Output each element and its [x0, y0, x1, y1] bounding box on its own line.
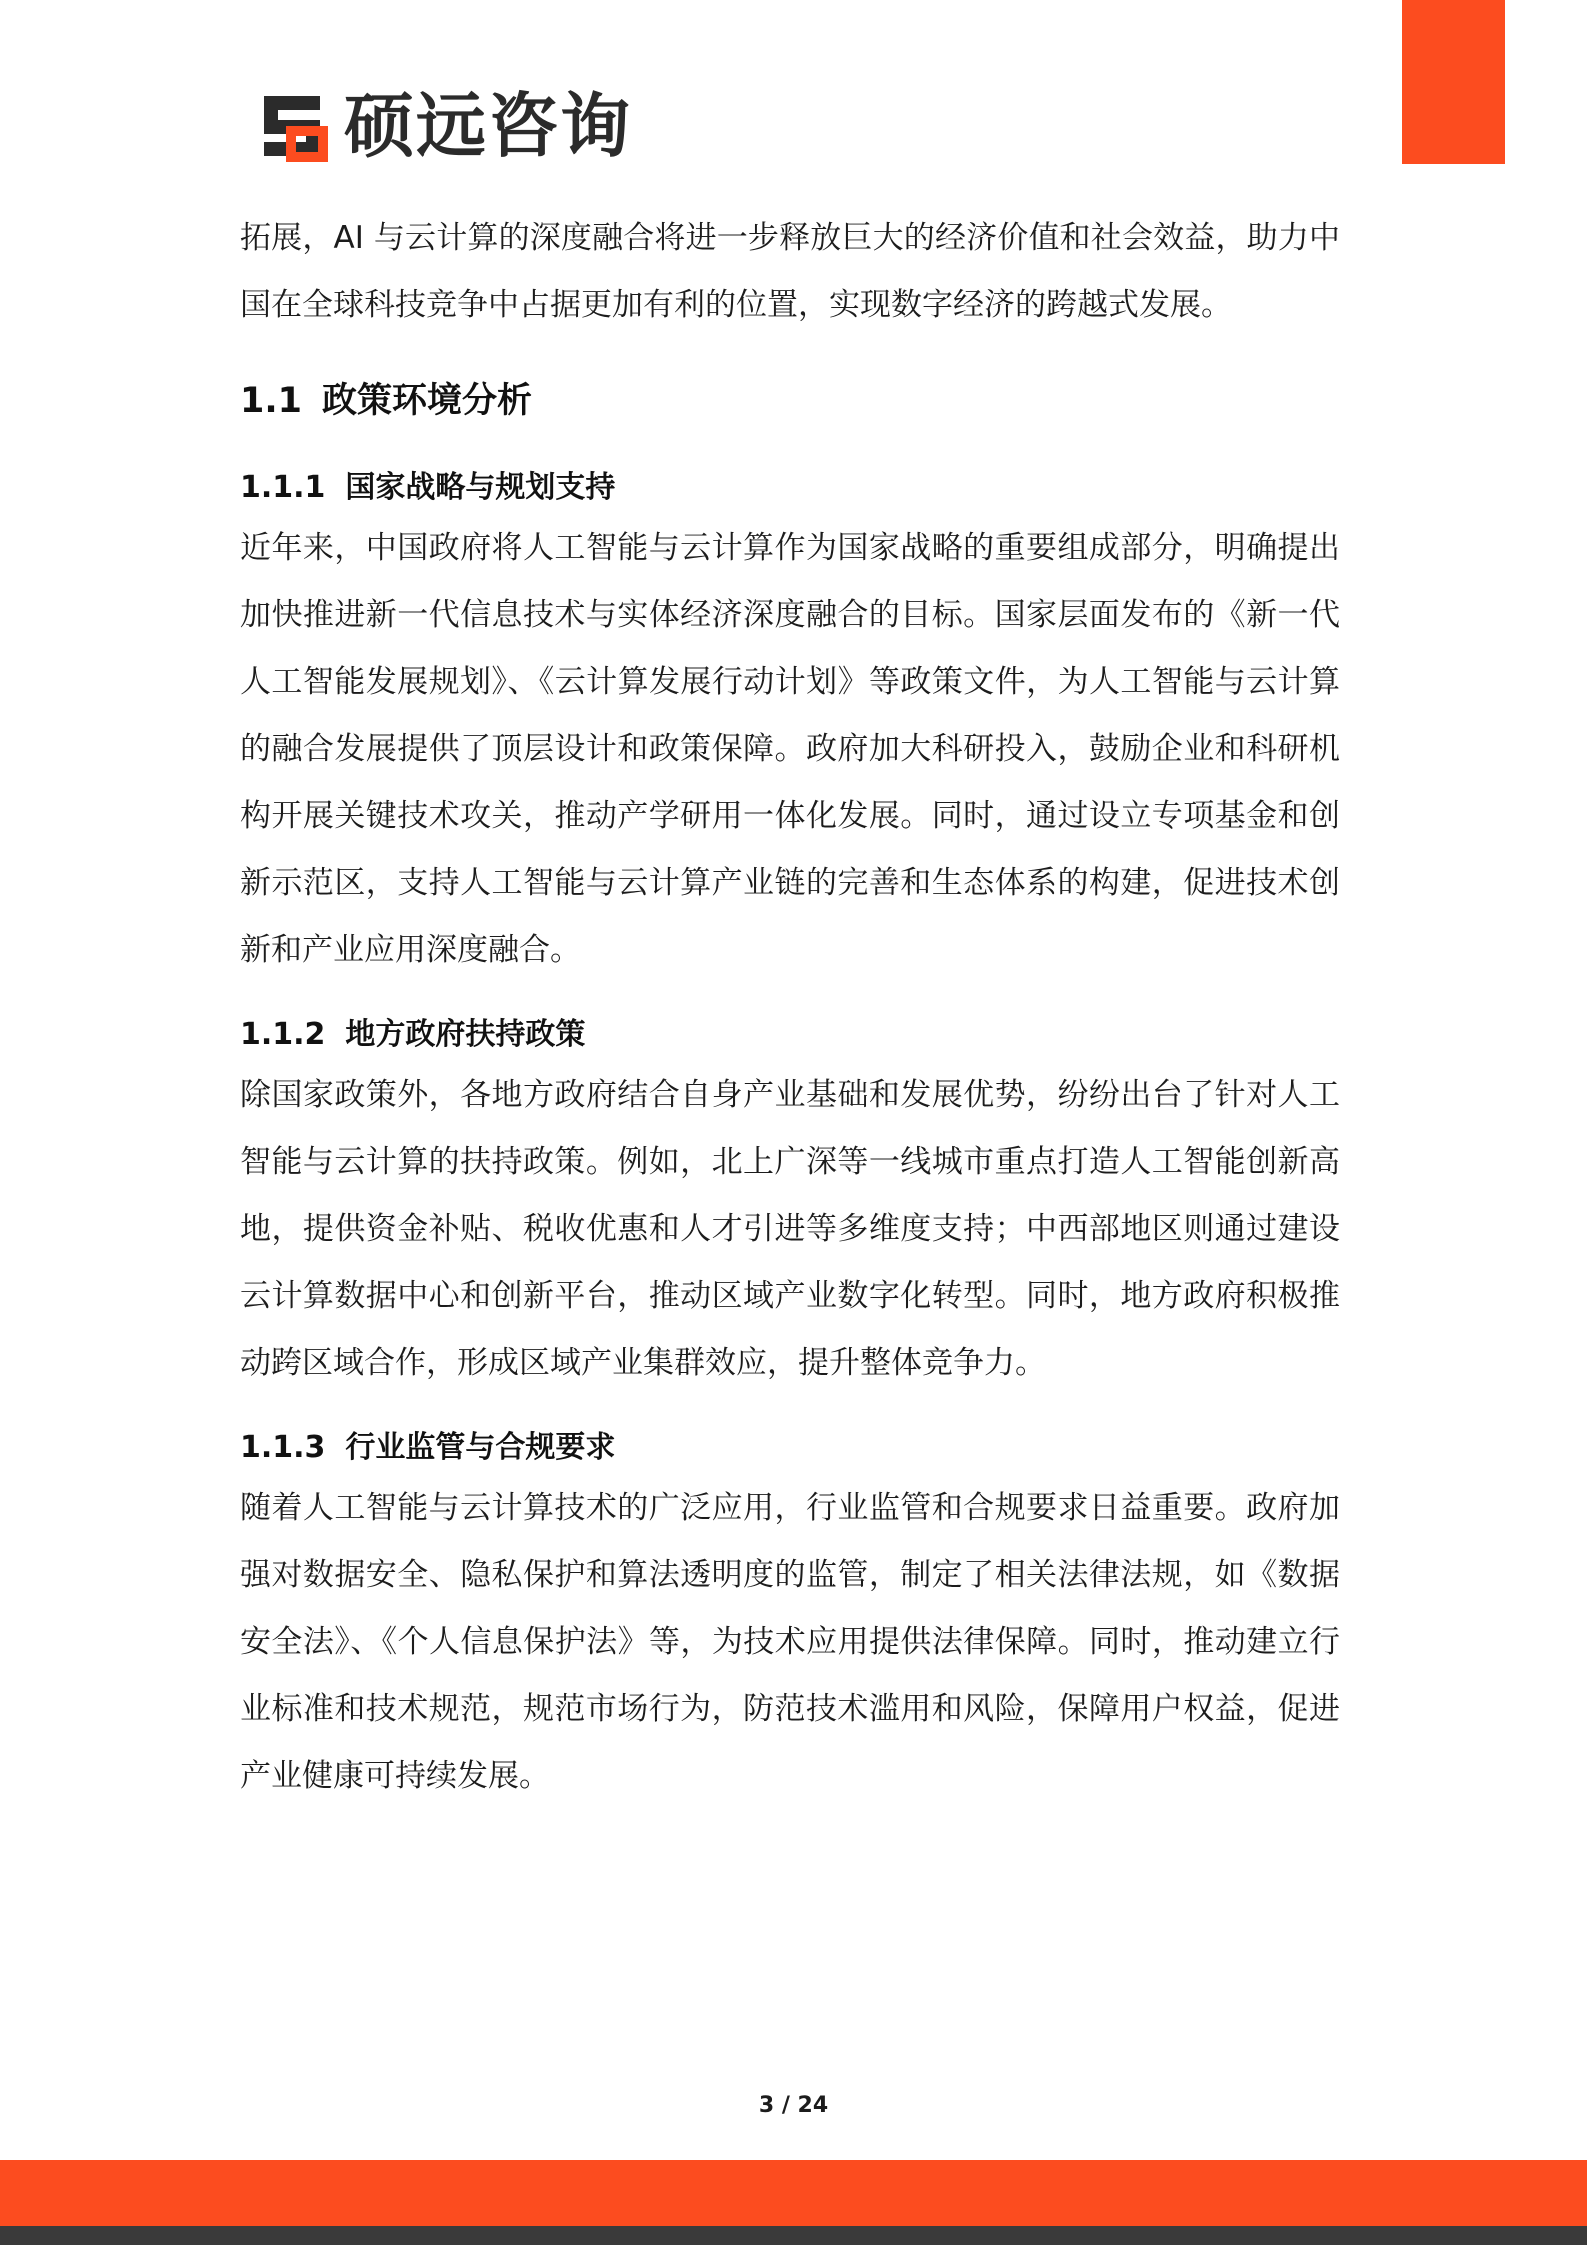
- subsection-title: 地方政府扶持政策: [345, 1017, 586, 1052]
- footer-accent-bar: [0, 2160, 1587, 2226]
- subsection-number: 1.1.2: [240, 1017, 326, 1052]
- subsection-number: 1.1.1: [240, 470, 326, 505]
- subsection-number: 1.1.3: [240, 1430, 326, 1465]
- subsection-paragraph: 除国家政策外，各地方政府结合自身产业基础和发展优势，纷纷出台了针对人工智能与云计算的扶持政策。例如，北上广深等一线城市重点打造人工智能创新高地，提供资金补贴、税收优惠和人才引进等多维度支持；中西部地区则通过建设云计算数据中心和创新平台，推动区域产业数字化转型。同时，地方政府积极推动跨区域合作，形成区域产业集群效应，提升整体竞争力。: [240, 1077, 1340, 1381]
- section-heading: [240, 377, 1340, 425]
- subsection-heading: [240, 1427, 1340, 1469]
- s-block-logo-icon: [258, 90, 330, 162]
- subsection-title: 行业监管与合规要求: [345, 1430, 616, 1465]
- section-title: 政策环境分析: [322, 381, 533, 421]
- page-number: 3 / 24: [758, 2093, 829, 2118]
- subsection-paragraph: 随着人工智能与云计算技术的广泛应用，行业监管和合规要求日益重要。政府加强对数据安全、隐私保护和算法透明度的监管，制定了相关法律法规，如《数据安全法》、《个人信息保护法》等，为技术应用提供法律保障。同时，推动建立行业标准和技术规范，规范市场行为，防范技术滥用和风险，保障用户权益，促进产业健康可持续发展。: [240, 1490, 1340, 1794]
- subsection-paragraph: 近年来，中国政府将人工智能与云计算作为国家战略的重要组成部分，明确提出加快推进新一代信息技术与实体经济深度融合的目标。国家层面发布的《新一代人工智能发展规划》、《云计算发展行动计划》等政策文件，为人工智能与云计算的融合发展提供了顶层设计和政策保障。政府加大科研投入，鼓励企业和科研机构开展关键技术攻关，推动产学研用一体化发展。同时，通过设立专项基金和创新示范区，支持人工智能与云计算产业链的完善和生态体系的构建，促进技术创新和产业应用深度融合。: [240, 530, 1340, 968]
- subsection-heading: [240, 467, 1340, 509]
- subsection-heading: [240, 1014, 1340, 1056]
- subsection-title: 国家战略与规划支持: [345, 470, 616, 505]
- brand-name: 硕远咨询: [344, 85, 632, 167]
- corner-accent-tab: [1402, 0, 1505, 164]
- document-body: [240, 205, 1340, 1810]
- section-number: 1.1: [240, 381, 303, 421]
- brand-logo: [258, 85, 632, 167]
- footer-dark-strip: [0, 2226, 1587, 2245]
- intro-paragraph: 拓展，AI 与云计算的深度融合将进一步释放巨大的经济价值和社会效益，助力中国在全球科技竞争中占据更加有利的位置，实现数字经济的跨越式发展。: [240, 220, 1340, 323]
